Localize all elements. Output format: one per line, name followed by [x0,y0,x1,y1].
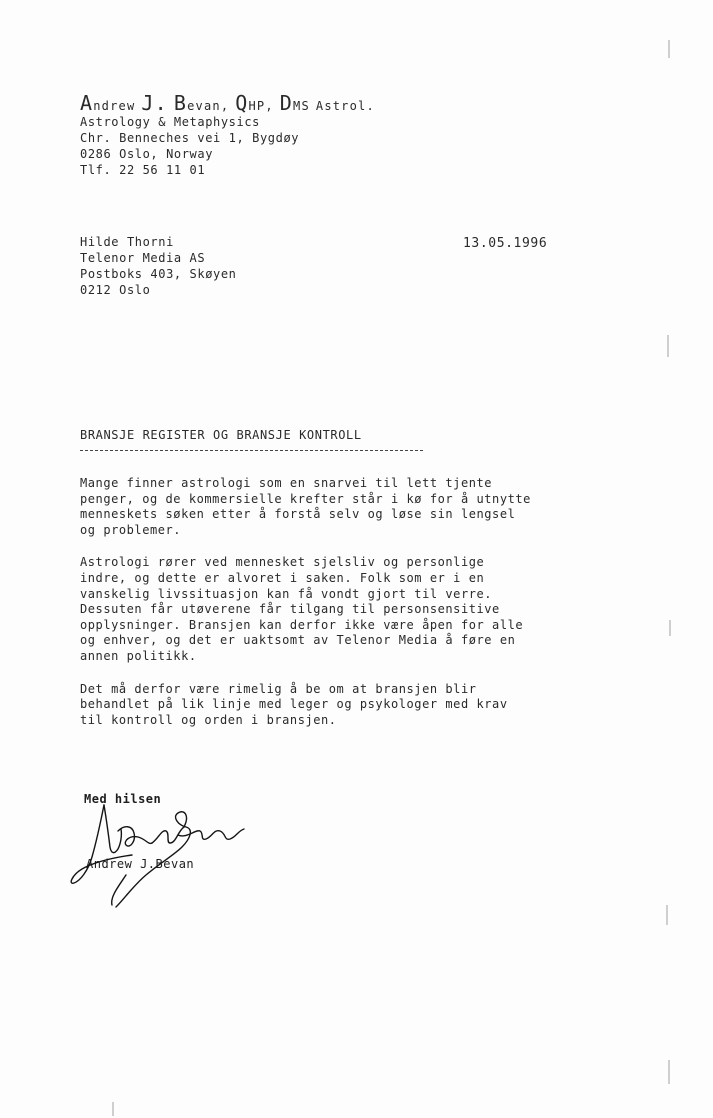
body-line: og problemer. [80,522,182,537]
name-rest-bevan: evan, [187,99,230,113]
body-line: vanskelig livssituasjon kan få vondt gjort til verre. [80,586,493,601]
body-line: Mange finner astrologi som en snarvei til lett tjente [80,476,493,490]
paragraph-2 [80,555,680,664]
subject-heading: BRANSJE REGISTER OG BRANSJE KONTROLL [80,428,362,442]
body-line: opplysninger. Bransjen kan derfor ikke være åpen for alle [80,617,524,632]
name-dot: . [154,91,168,115]
letterhead-subtitle: Astrology & Metaphysics [80,115,260,129]
body-line: behandlet på lik linje med leger og psykologer med krav [80,697,508,712]
name-rest-andrew: ndrew [93,99,136,113]
title-rest-hp: HP, [248,99,274,113]
recipient-company: Telenor Media AS [80,251,206,265]
subject-underline [80,450,423,451]
closing-greeting: Med hilsen [84,792,162,806]
body-line: menneskets søken etter å forstå selv og løse sin lengsel [80,507,516,522]
letterhead-city: 0286 Oslo, Norway [80,147,214,161]
letterhead-name [80,92,375,114]
name-initial-a: A [80,91,94,115]
body-line: og enhver, og det er uaktsomt av Telenor Media å føre en [80,633,516,648]
recipient-name: Hilde Thorni [80,235,174,249]
letter-body [80,476,680,745]
body-line: Dessuten får utøverene får tilgang til personsensitive [80,602,500,617]
recipient-city: 0212 Oslo [80,283,151,297]
title-initial-d: D [279,91,294,115]
letterhead-phone: Tlf. 22 56 11 01 [80,163,206,177]
body-line: penger, og de kommersielle krefter står i kø for å utnytte [80,491,531,506]
letter-date: 13.05.1996 [463,236,548,251]
title-initial-q: Q [235,91,249,115]
title-rest-ms: MS [293,99,310,113]
body-line: Astrologi rører ved mennesket sjelsliv og personlige [80,555,485,570]
recipient-street: Postboks 403, Skøyen [80,267,237,281]
letterhead [80,92,375,178]
handwritten-signature [66,795,256,915]
signer-name: Andrew J.Bevan [86,857,195,871]
title-astrol: Astrol. [315,99,375,113]
recipient-address [80,234,237,298]
paragraph-3 [80,682,680,729]
body-line: til kontroll og orden i bransjen. [80,712,337,727]
name-initial-b: B [173,91,188,115]
body-line: annen politikk. [80,648,197,663]
body-line: indre, og dette er alvoret i saken. Folk som er i en [80,570,485,585]
paragraph-1 [80,476,680,538]
body-line: Det må derfor være rimelig å be om at bransjen blir [80,681,477,696]
letterhead-street: Chr. Benneches vei 1, Bygdøy [80,131,300,145]
name-initial-j: J [141,91,155,115]
